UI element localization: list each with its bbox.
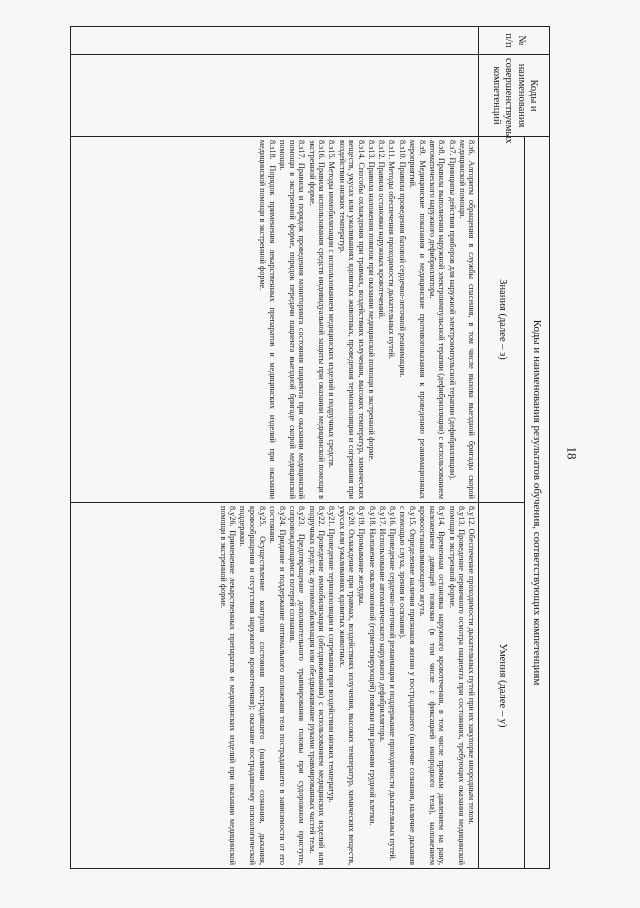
knowledge-item: 8.з12. Правила остановки наружных кровотечений.: [377, 140, 387, 319]
knowledge-item: 8.з16. Правила использования средств индивидуальной защиты при оказании медицинской помощи в экстренной форме.: [307, 140, 327, 499]
header-skills: Умения (далее – у): [479, 503, 525, 869]
header-competency-code: Коды и наименования совершенствуемых компетенций: [479, 55, 550, 137]
skill-item: 8.у19. Промывание желудка.: [357, 506, 367, 606]
skill-item: 8.у21. Проведение термоизоляции и согревания при воздействии низких температур.: [327, 506, 337, 803]
cell-number: [71, 27, 479, 55]
page-number: 18: [564, 446, 580, 460]
header-knowledge: Знания (далее – з): [479, 137, 525, 503]
skill-item: 8.у22. Проведение иммобилизации (обездвиживания) с использованием медицинских изделий или подручных средств; аутоиммобилизация или обездвиживание руками травмированных частей тела.: [307, 506, 327, 865]
skill-item: 8.у17. Использование автоматического наружного дефибриллятора.: [377, 506, 387, 743]
knowledge-item: 8.з8. Правила выполнения наружной электроимпульсной терапии (дефибрилляции) с использованием автоматического наружного дефибриллятора.: [427, 140, 447, 499]
header-learning-results: Коды и наименования результатов обучения, соответствующих компетенциям: [525, 137, 550, 869]
skill-item: 8.у25. Осуществление контроля состояния пострадавшего (наличия сознания, дыхания, кровообращения и отсутствия наружного кровотечения); оказание пострадавшему психологической поддержки.: [238, 506, 267, 865]
skill-item: 8.у16. Проведение сердечно-легочной реанимации и поддержание проходимости дыхательных путей.: [388, 506, 397, 861]
skill-item: 8.у24. Придание и поддержание оптимального положения тела пострадавшего в зависимости от его состояния.: [267, 506, 287, 865]
skill-item: 8.у26. Применение лекарственных препаратов и медицинских изделий при оказании медицинской помощи в экстренной форме.: [218, 506, 238, 865]
skill-item: 8.у12. Обеспечение проходимости дыхательных путей при их закупорке инородным телом.: [467, 506, 477, 825]
skill-item: 8.у23. Предотвращение дополнительного травмирования головы при судорожном приступе, сопровождающимся потерей сознания.: [287, 506, 307, 865]
skill-item: 8.у13. Проведение первичного осмотра пациента при состояниях, требующих оказания медицинской помощи в экстренной форме.: [447, 506, 467, 865]
skill-item: 8.у18. Наложение окклюзионной (герметизирующей) повязки при ранении грудной клетки.: [367, 506, 377, 826]
knowledge-item: 8.з9. Медицинские показания и медицинские противопоказания к проведению реанимационных мероприятий.: [407, 140, 427, 499]
cell-competency: [71, 55, 479, 137]
knowledge-item: 8.з14. Способы охлаждения при травмах, воздействиях излучения, высоких температур, химических веществ, укусах или ужаливаниях ядовитых животных, проведения термоизоляции и согревания при воздействии низких температур.: [337, 140, 366, 499]
knowledge-item: 8.з17. Правила и порядок проведения мониторинга состояния пациента при оказании медицинской помощи в экстренной форме, порядок передачи пациента выездной бригаде скорой медицинской помощи.: [278, 140, 307, 499]
knowledge-item: 8.з11. Методы обеспечения проходимости дыхательных путей.: [387, 140, 397, 359]
knowledge-item: 8.з15. Методы иммобилизации с использованием медицинских изделий и подручных средств.: [327, 140, 337, 468]
competency-table-sheet: [70, 26, 550, 868]
knowledge-list: [71, 137, 479, 503]
knowledge-item: 8.з7. Принципы действия приборов для наружной электроимпульсной терапии (дефибрилляции).: [447, 140, 457, 480]
knowledge-item: 8.з6. Алгоритм обращения в службы спасения, в том числе вызова выездной бригады скорой медицинской помощи.: [457, 140, 477, 499]
skill-item: 8.у15. Определение наличия признаков жизни у пострадавшего (наличие сознания, наличие дыхания с помощью слуха, зрения и осязания).: [398, 506, 417, 865]
knowledge-item: 8.з18. Порядок применения лекарственных препаратов и медицинских изделий при оказании медицинской помощи в экстренной форме.: [258, 140, 277, 499]
skills-list: [71, 503, 479, 869]
header-number: № п/п: [479, 27, 550, 55]
skill-item: 8.у20. Охлаждение при травмах, воздействиях излучения, высоких температур, химических веществ, укусах или ужаливаниях ядовитых животных.: [337, 506, 357, 865]
knowledge-item: 8.з13. Правила наложения повязок при оказании медицинской помощи в экстренной форме.: [367, 140, 377, 462]
knowledge-item: 8.з10. Правила проведения базовой сердечно-легочной реанимации.: [397, 140, 407, 378]
competency-table: [70, 26, 550, 869]
skill-item: 8.у14. Временная остановка наружного кровотечения, в том числе прямым давлением на рану, наложением давящей повязки (в том числе с фиксацией инородного тела), наложением кровоостанавливающего жгута.: [418, 506, 447, 865]
